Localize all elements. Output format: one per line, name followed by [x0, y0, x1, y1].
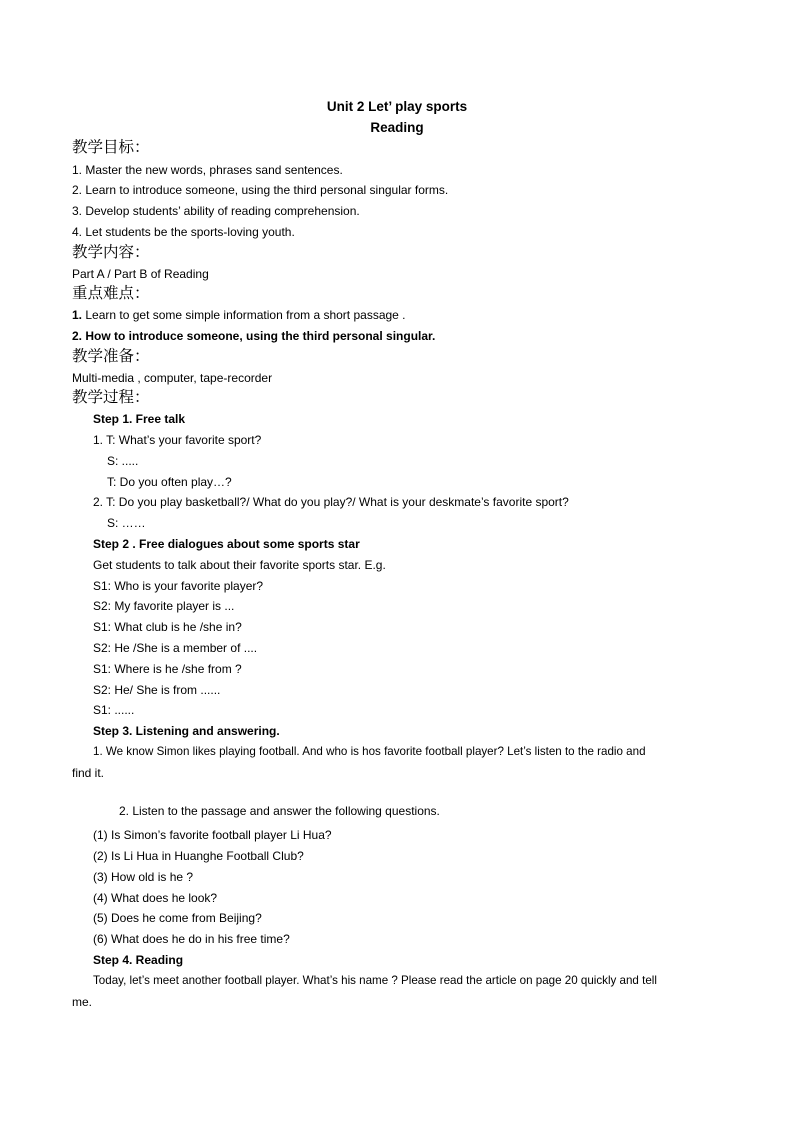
step1-line: 2. T: Do you play basketball?/ What do you play?/ What is your deskmate’s favorite sport? — [93, 495, 569, 509]
step4-paragraph: me. — [72, 995, 93, 1009]
step1-line: T: Do you often play…? — [107, 475, 232, 489]
step2-line: S2: He /She is a member of .... — [93, 641, 258, 655]
key-point-item — [72, 307, 406, 323]
key-point-number: 1. — [72, 308, 83, 322]
key-point-text: Learn to get some simple information from a short passage . — [82, 308, 406, 322]
step3-paragraph: 1. We know Simon likes playing football. And who is hos favorite football player? Let’s listen to the radio and — [93, 745, 646, 758]
question-item: (2) Is Li Hua in Huanghe Football Club? — [93, 849, 304, 863]
content-heading: 教学内容： — [72, 244, 150, 261]
question-item: (4) What does he look? — [93, 891, 218, 905]
step1-line: 1. T: What’s your favorite sport? — [93, 433, 262, 447]
question-item: (5) Does he come from Beijing? — [93, 911, 262, 925]
objective-item: 1. Master the new words, phrases sand sentences. — [72, 163, 343, 177]
step1-line: S: …… — [107, 516, 146, 530]
question-item: (6) What does he do in his free time? — [93, 932, 290, 946]
objective-item: 3. Develop students’ ability of reading comprehension. — [72, 204, 360, 218]
step3-paragraph: find it. — [72, 766, 105, 780]
step2-line: S1: Who is your favorite player? — [93, 579, 264, 593]
step2-line: S1: What club is he /she in? — [93, 620, 242, 634]
question-item: (3) How old is he ? — [93, 870, 194, 884]
step2-line: Get students to talk about their favorite sports star. E.g. — [93, 558, 386, 572]
objective-item: 2. Learn to introduce someone, using the third personal singular forms. — [72, 183, 449, 197]
step2-line: S1: ...... — [93, 703, 135, 717]
question-item: (1) Is Simon’s favorite football player Li Hua? — [93, 828, 332, 842]
step2-line: S2: My favorite player is ... — [93, 599, 235, 613]
step4-title: Step 4. Reading — [93, 953, 184, 967]
step2-line: S2: He/ She is from ...... — [93, 683, 221, 697]
unit-title: Unit 2 Let’ play sports — [326, 99, 468, 114]
step1-line: S: ..... — [107, 454, 139, 468]
objective-item: 4. Let students be the sports-loving youth. — [72, 225, 295, 239]
preparation-text: Multi-media , computer, tape-recorder — [72, 371, 273, 385]
step2-title: Step 2 . Free dialogues about some sports star — [93, 537, 360, 551]
step3-instruction: 2. Listen to the passage and answer the following questions. — [119, 804, 440, 818]
step4-paragraph: Today, let’s meet another football player. What’s his name ? Please read the article on page 20 quickly and tell — [93, 974, 657, 987]
content-text: Part A / Part B of Reading — [72, 267, 209, 281]
step2-line: S1: Where is he /she from ? — [93, 662, 242, 676]
section-title: Reading — [370, 120, 424, 135]
preparation-heading: 教学准备： — [72, 348, 150, 365]
objectives-heading: 教学目标： — [72, 139, 150, 156]
key-points-heading: 重点难点： — [72, 285, 150, 302]
step3-title: Step 3. Listening and answering. — [93, 724, 280, 738]
step1-title: Step 1. Free talk — [93, 412, 186, 426]
key-point-item: 2. How to introduce someone, using the third personal singular. — [72, 329, 436, 343]
process-heading: 教学过程： — [72, 389, 150, 406]
